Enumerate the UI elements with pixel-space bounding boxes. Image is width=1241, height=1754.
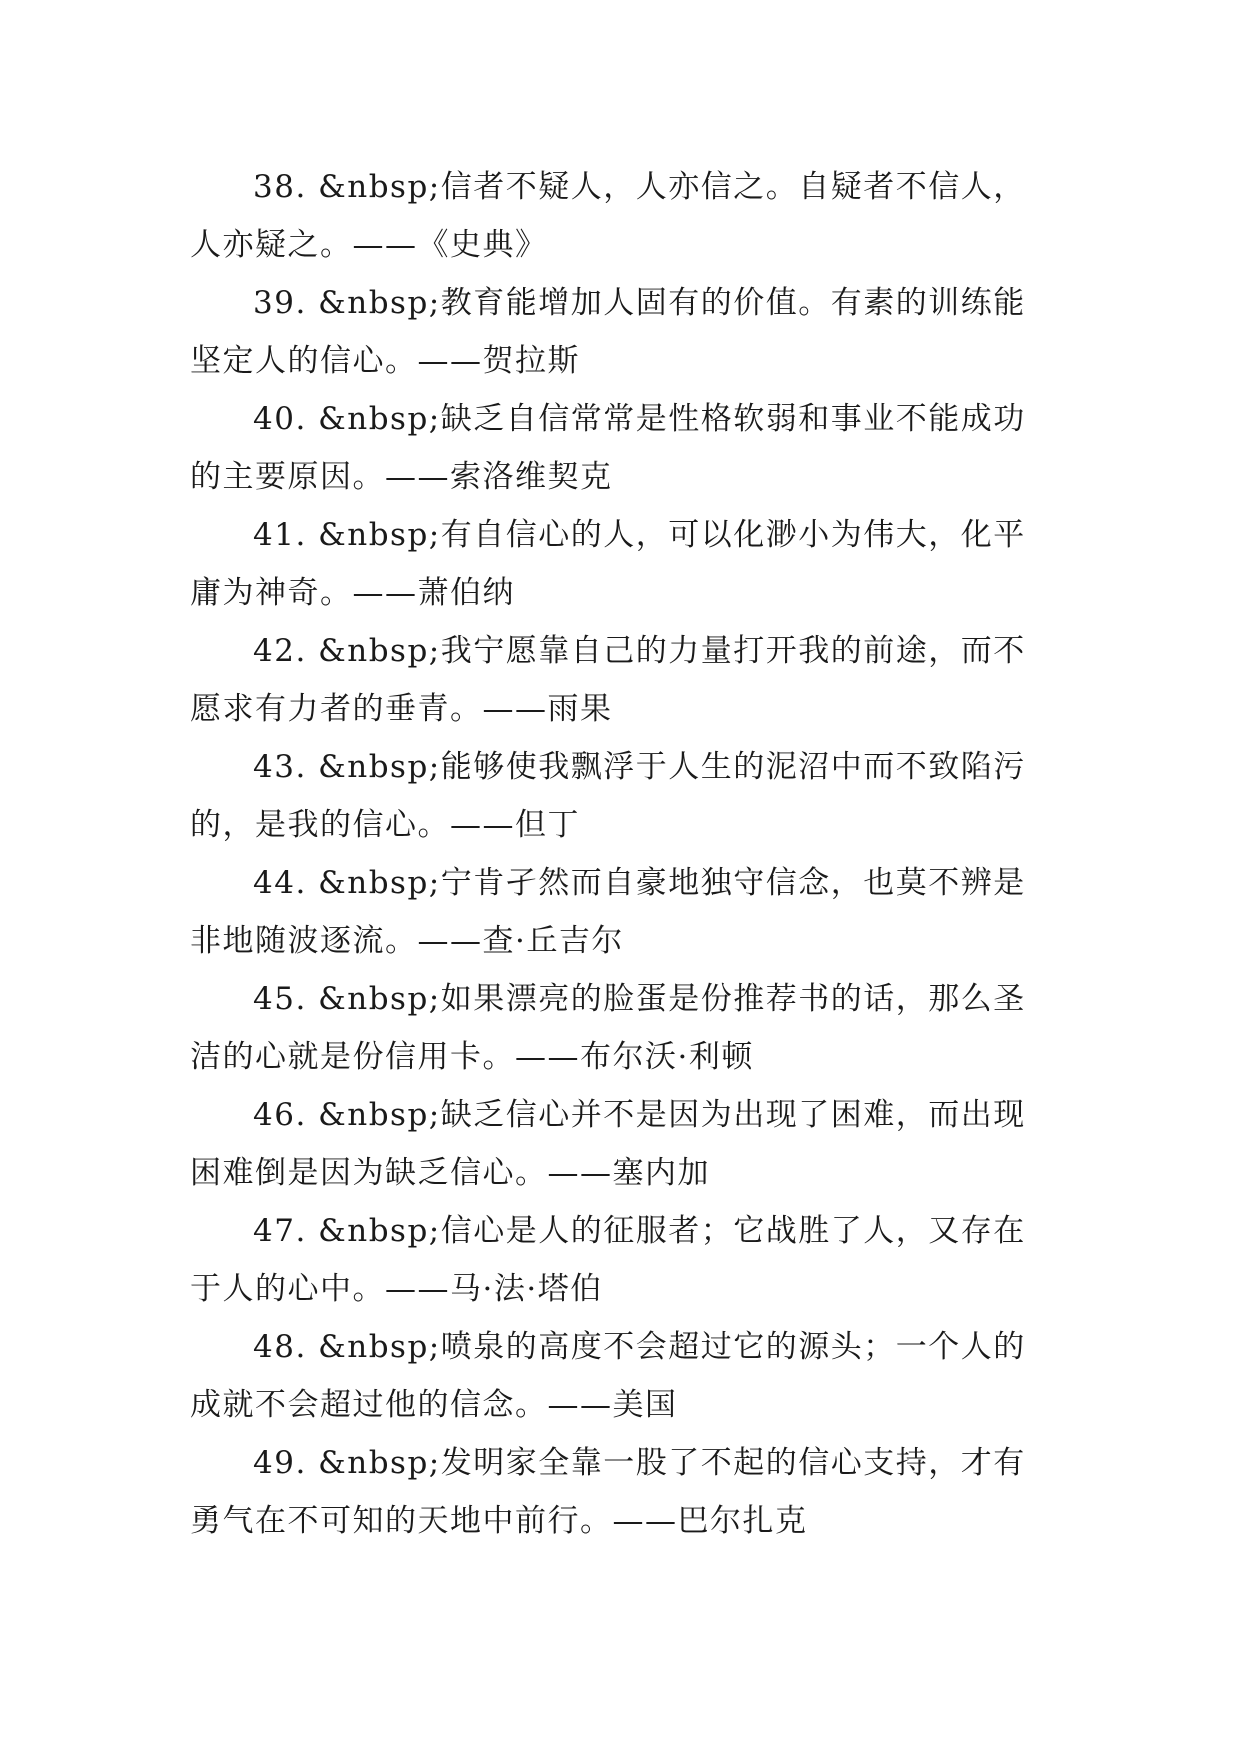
- quote-line: 44. &nbsp;宁肯孑然而自豪地独守信念，也莫不辨是: [253, 865, 1026, 901]
- quote-line: 45. &nbsp;如果漂亮的脸蛋是份推荐书的话，那么圣: [253, 981, 1026, 1017]
- quote-line: 43. &nbsp;能够使我飘浮于人生的泥沼中而不致陷污: [253, 749, 1026, 785]
- quote-line: 42. &nbsp;我宁愿靠自己的力量打开我的前途，而不: [253, 633, 1026, 669]
- quote-line: 41. &nbsp;有自信心的人，可以化渺小为伟大，化平: [253, 517, 1026, 553]
- quote-item: [190, 738, 1050, 854]
- quote-line: 困难倒是因为缺乏信心。——塞内加: [190, 1155, 710, 1191]
- quote-line: 的主要原因。——索洛维契克: [190, 459, 613, 495]
- quote-item: [190, 1202, 1050, 1318]
- quote-item: [190, 390, 1050, 506]
- quote-line: 坚定人的信心。——贺拉斯: [190, 343, 580, 379]
- quote-line: 47. &nbsp;信心是人的征服者；它战胜了人，又存在: [253, 1213, 1026, 1249]
- quote-line: 38. &nbsp;信者不疑人，人亦信之。自疑者不信人，: [253, 169, 1026, 205]
- quote-list: [190, 158, 1050, 1550]
- quote-line: 非地随波逐流。——查·丘吉尔: [190, 923, 624, 959]
- quote-item: [190, 622, 1050, 738]
- quote-item: [190, 1086, 1050, 1202]
- quote-line: 46. &nbsp;缺乏信心并不是因为出现了困难，而出现: [253, 1097, 1026, 1133]
- quote-line: 勇气在不可知的天地中前行。——巴尔扎克: [190, 1503, 808, 1539]
- quote-item: [190, 854, 1050, 970]
- quote-line: 39. &nbsp;教育能增加人固有的价值。有素的训练能: [253, 285, 1026, 321]
- quote-line: 愿求有力者的垂青。——雨果: [190, 691, 613, 727]
- quote-item: [190, 1318, 1050, 1434]
- quote-line: 49. &nbsp;发明家全靠一股了不起的信心支持，才有: [253, 1445, 1026, 1481]
- quote-line: 40. &nbsp;缺乏自信常常是性格软弱和事业不能成功: [253, 401, 1026, 437]
- quote-line: 庸为神奇。——萧伯纳: [190, 575, 515, 611]
- quote-item: [190, 970, 1050, 1086]
- quote-line: 于人的心中。——马·法·塔伯: [190, 1271, 603, 1307]
- quote-item: [190, 1434, 1050, 1550]
- quote-line: 48. &nbsp;喷泉的高度不会超过它的源头；一个人的: [253, 1329, 1026, 1365]
- quote-item: [190, 506, 1050, 622]
- quote-item: [190, 158, 1050, 274]
- quote-item: [190, 274, 1050, 390]
- quote-line: 人亦疑之。——《史典》: [190, 227, 548, 263]
- quote-line: 的，是我的信心。——但丁: [190, 807, 580, 843]
- quote-line: 洁的心就是份信用卡。——布尔沃·利顿: [190, 1039, 754, 1075]
- quote-line: 成就不会超过他的信念。——美国: [190, 1387, 678, 1423]
